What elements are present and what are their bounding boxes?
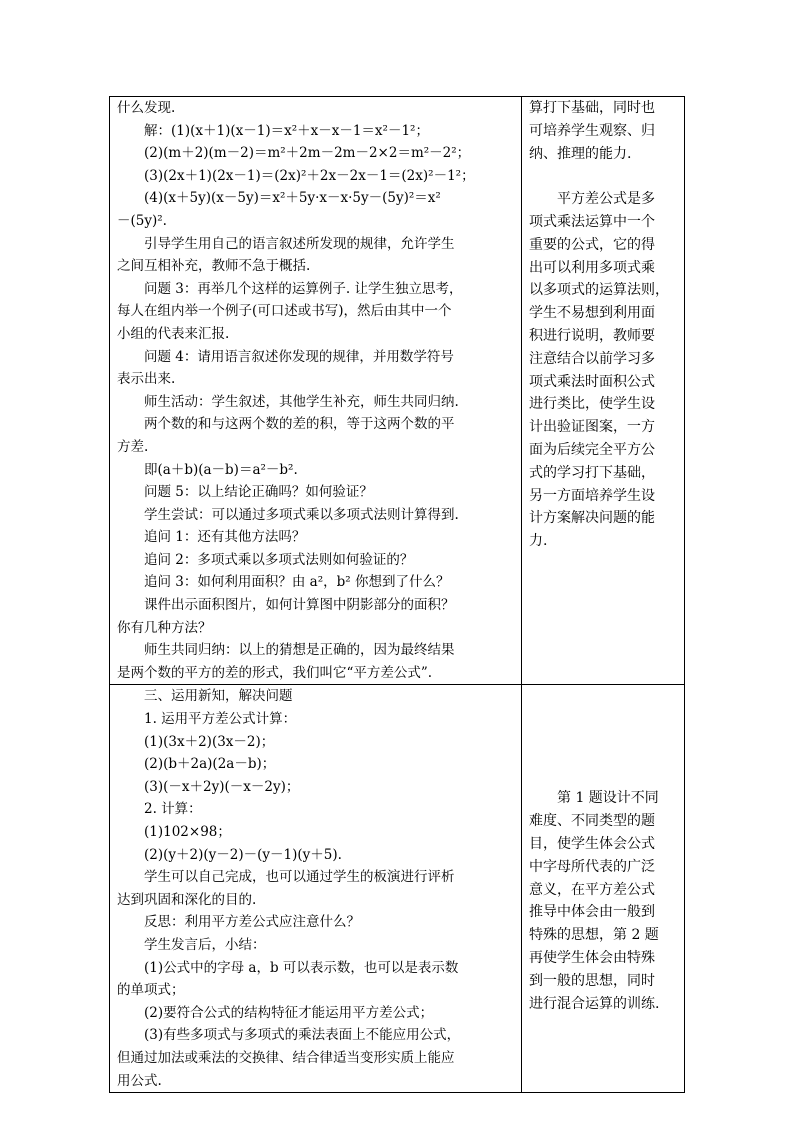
note-line: 到一般的思想，同时 bbox=[529, 972, 655, 989]
text-line: 是两个数的平方的差的形式，我们叫它“平方差公式”. bbox=[117, 664, 433, 681]
text-line: 什么发现. bbox=[117, 100, 176, 116]
note-line: 纳、推理的能力. bbox=[529, 145, 632, 162]
text-line: (1)102×98； bbox=[144, 824, 231, 840]
text-line: 学生可以自己完成，也可以通过学生的板演进行评析 bbox=[144, 869, 455, 886]
text-line: 1. 运用平方差公式计算： bbox=[144, 711, 297, 728]
text-line: (1)公式中的字母 a，b 可以表示数，也可以是表示数 bbox=[144, 959, 459, 976]
note-line: 第 1 题设计不同 bbox=[557, 790, 659, 807]
text-line: 学生尝试：可以通过多项式乘以多项式法则计算得到. bbox=[144, 506, 459, 523]
text-line: (3)(2x＋1)(2x－1)＝(2x)²＋2x－2x－1＝(2x)²－1²； bbox=[144, 167, 475, 184]
note-line: 进行混合运算的训练. bbox=[529, 995, 660, 1012]
text-line: 问题 5：以上结论正确吗？如何验证？ bbox=[144, 484, 373, 501]
text-line: 追问 2：多项式乘以多项式法则如何验证的？ bbox=[144, 551, 414, 568]
intent-cell bbox=[522, 97, 685, 685]
note-line: 计出验证图案，一方 bbox=[529, 419, 655, 436]
text-line: (3)有些多项式与多项式的乘法表面上不能应用公式， bbox=[144, 1027, 461, 1044]
note-line: 算打下基础，同时也 bbox=[529, 100, 655, 116]
paragraph-gap bbox=[529, 685, 678, 787]
text-line: 师生共同归纳：以上的猜想是正确的，因为最终结果 bbox=[144, 642, 455, 659]
note-line: 另一方面培养学生设 bbox=[529, 487, 655, 504]
text-line: 达到巩固和深化的目的. bbox=[117, 891, 257, 908]
note-line: 推导中体会由一般到 bbox=[529, 904, 655, 921]
process-cell bbox=[110, 685, 522, 1093]
note-line: 意义，在平方差公式 bbox=[529, 881, 655, 898]
text-line: 用公式. bbox=[117, 1072, 162, 1089]
intent-text bbox=[522, 97, 684, 553]
text-line: 师生活动：学生叙述，其他学生补充，师生共同归纳. bbox=[144, 393, 459, 410]
text-line: 解：(1)(x＋1)(x－1)＝x²＋x－x－1＝x²－1²； bbox=[144, 122, 429, 139]
intent-cell bbox=[522, 685, 685, 1093]
text-line: (2)要符合公式的结构特征才能运用平方差公式； bbox=[144, 1004, 434, 1021]
text-line: 即(a＋b)(a－b)＝a²－b². bbox=[144, 461, 298, 478]
note-line: 式的学习打下基础， bbox=[529, 464, 655, 481]
text-line: 每人在组内举一个例子(可口述或书写)，然后由其中一个 bbox=[117, 303, 452, 320]
text-line: 反思：利用平方差公式应注意什么？ bbox=[144, 914, 360, 931]
note-line: 出可以利用多项式乘 bbox=[529, 259, 655, 276]
note-line: 目，使学生体会公式 bbox=[529, 836, 655, 853]
note-line: 进行类比，使学生设 bbox=[529, 396, 655, 413]
note-line: 学生不易想到利用面 bbox=[529, 305, 655, 322]
text-line: 你有几种方法？ bbox=[117, 619, 212, 636]
text-line: (2)(y＋2)(y－2)－(y－1)(y＋5). bbox=[144, 846, 342, 863]
text-line: 问题 4：请用语言叙述你发现的规律，并用数学符号 bbox=[144, 348, 454, 365]
note-line: 中字母所代表的广泛 bbox=[529, 858, 655, 875]
note-line: 重要的公式，它的得 bbox=[529, 236, 655, 253]
text-line: (1)(3x＋2)(3x－2)； bbox=[144, 733, 275, 750]
text-line: (4)(x＋5y)(x－5y)＝x²＋5y·x－x·5y－(5y)²＝x² bbox=[144, 190, 441, 207]
note-line: 可培养学生观察、归 bbox=[529, 122, 655, 139]
note-line: 力. bbox=[529, 533, 548, 550]
process-text bbox=[110, 97, 521, 684]
text-line: 的单项式； bbox=[117, 982, 185, 999]
text-line: －(5y)². bbox=[117, 212, 167, 229]
note-line: 面为后续完全平方公 bbox=[529, 441, 655, 458]
text-line: 小组的代表来汇报. bbox=[117, 325, 230, 342]
note-line: 平方差公式是多 bbox=[557, 191, 655, 208]
note-line: 特殊的思想，第 2 题 bbox=[529, 927, 659, 944]
text-line: 课件出示面积图片，如何计算图中阴影部分的面积？ bbox=[144, 597, 455, 614]
note-line: 计方案解决问题的能 bbox=[529, 510, 655, 527]
text-line: 引导学生用自己的语言叙述所发现的规律，允许学生 bbox=[144, 235, 455, 252]
note-line: 注意结合以前学习多 bbox=[529, 350, 655, 367]
text-line: 问题 3：再举几个这样的运算例子. 让学生独立思考， bbox=[144, 280, 463, 297]
lesson-plan-table bbox=[109, 96, 685, 1093]
text-line: 但通过加法或乘法的交换律、结合律适当变形实质上能应 bbox=[117, 1049, 455, 1066]
text-line: 学生发言后，小结： bbox=[144, 936, 266, 953]
note-line: 以多项式的运算法则， bbox=[529, 282, 669, 299]
text-line: 之间互相补充，教师不急于概括. bbox=[117, 258, 311, 275]
text-line: 方差. bbox=[117, 438, 149, 455]
intent-text bbox=[522, 685, 684, 1015]
text-line: (3)(－x＋2y)(－x－2y)； bbox=[144, 778, 300, 795]
note-line: 积进行说明，教师要 bbox=[529, 327, 655, 344]
text-line: 两个数的和与这两个数的差的积，等于这两个数的平 bbox=[144, 416, 455, 433]
note-line: 再使学生体会由特殊 bbox=[529, 950, 655, 967]
table-row bbox=[110, 685, 685, 1093]
note-line: 项式乘法时面积公式 bbox=[529, 373, 655, 390]
text-line: 追问 1：还有其他方法吗？ bbox=[144, 529, 306, 546]
process-text bbox=[110, 685, 521, 1092]
text-line: (2)(m＋2)(m－2)＝m²＋2m－2m－2×2＝m²－2²； bbox=[144, 145, 471, 162]
text-line: 表示出来. bbox=[117, 371, 176, 388]
text-line: (2)(b＋2a)(2a－b)； bbox=[144, 756, 276, 773]
process-cell bbox=[110, 97, 522, 685]
paragraph-gap bbox=[529, 165, 678, 188]
text-line: 三、运用新知，解决问题 bbox=[144, 688, 293, 705]
text-line: 追问 3：如何利用面积？由 a²，b² 你想到了什么？ bbox=[144, 574, 450, 591]
table-row bbox=[110, 97, 685, 685]
note-line: 项式乘法运算中一个 bbox=[529, 213, 655, 230]
note-line: 难度、不同类型的题 bbox=[529, 813, 655, 830]
text-line: 2. 计算： bbox=[144, 801, 202, 818]
